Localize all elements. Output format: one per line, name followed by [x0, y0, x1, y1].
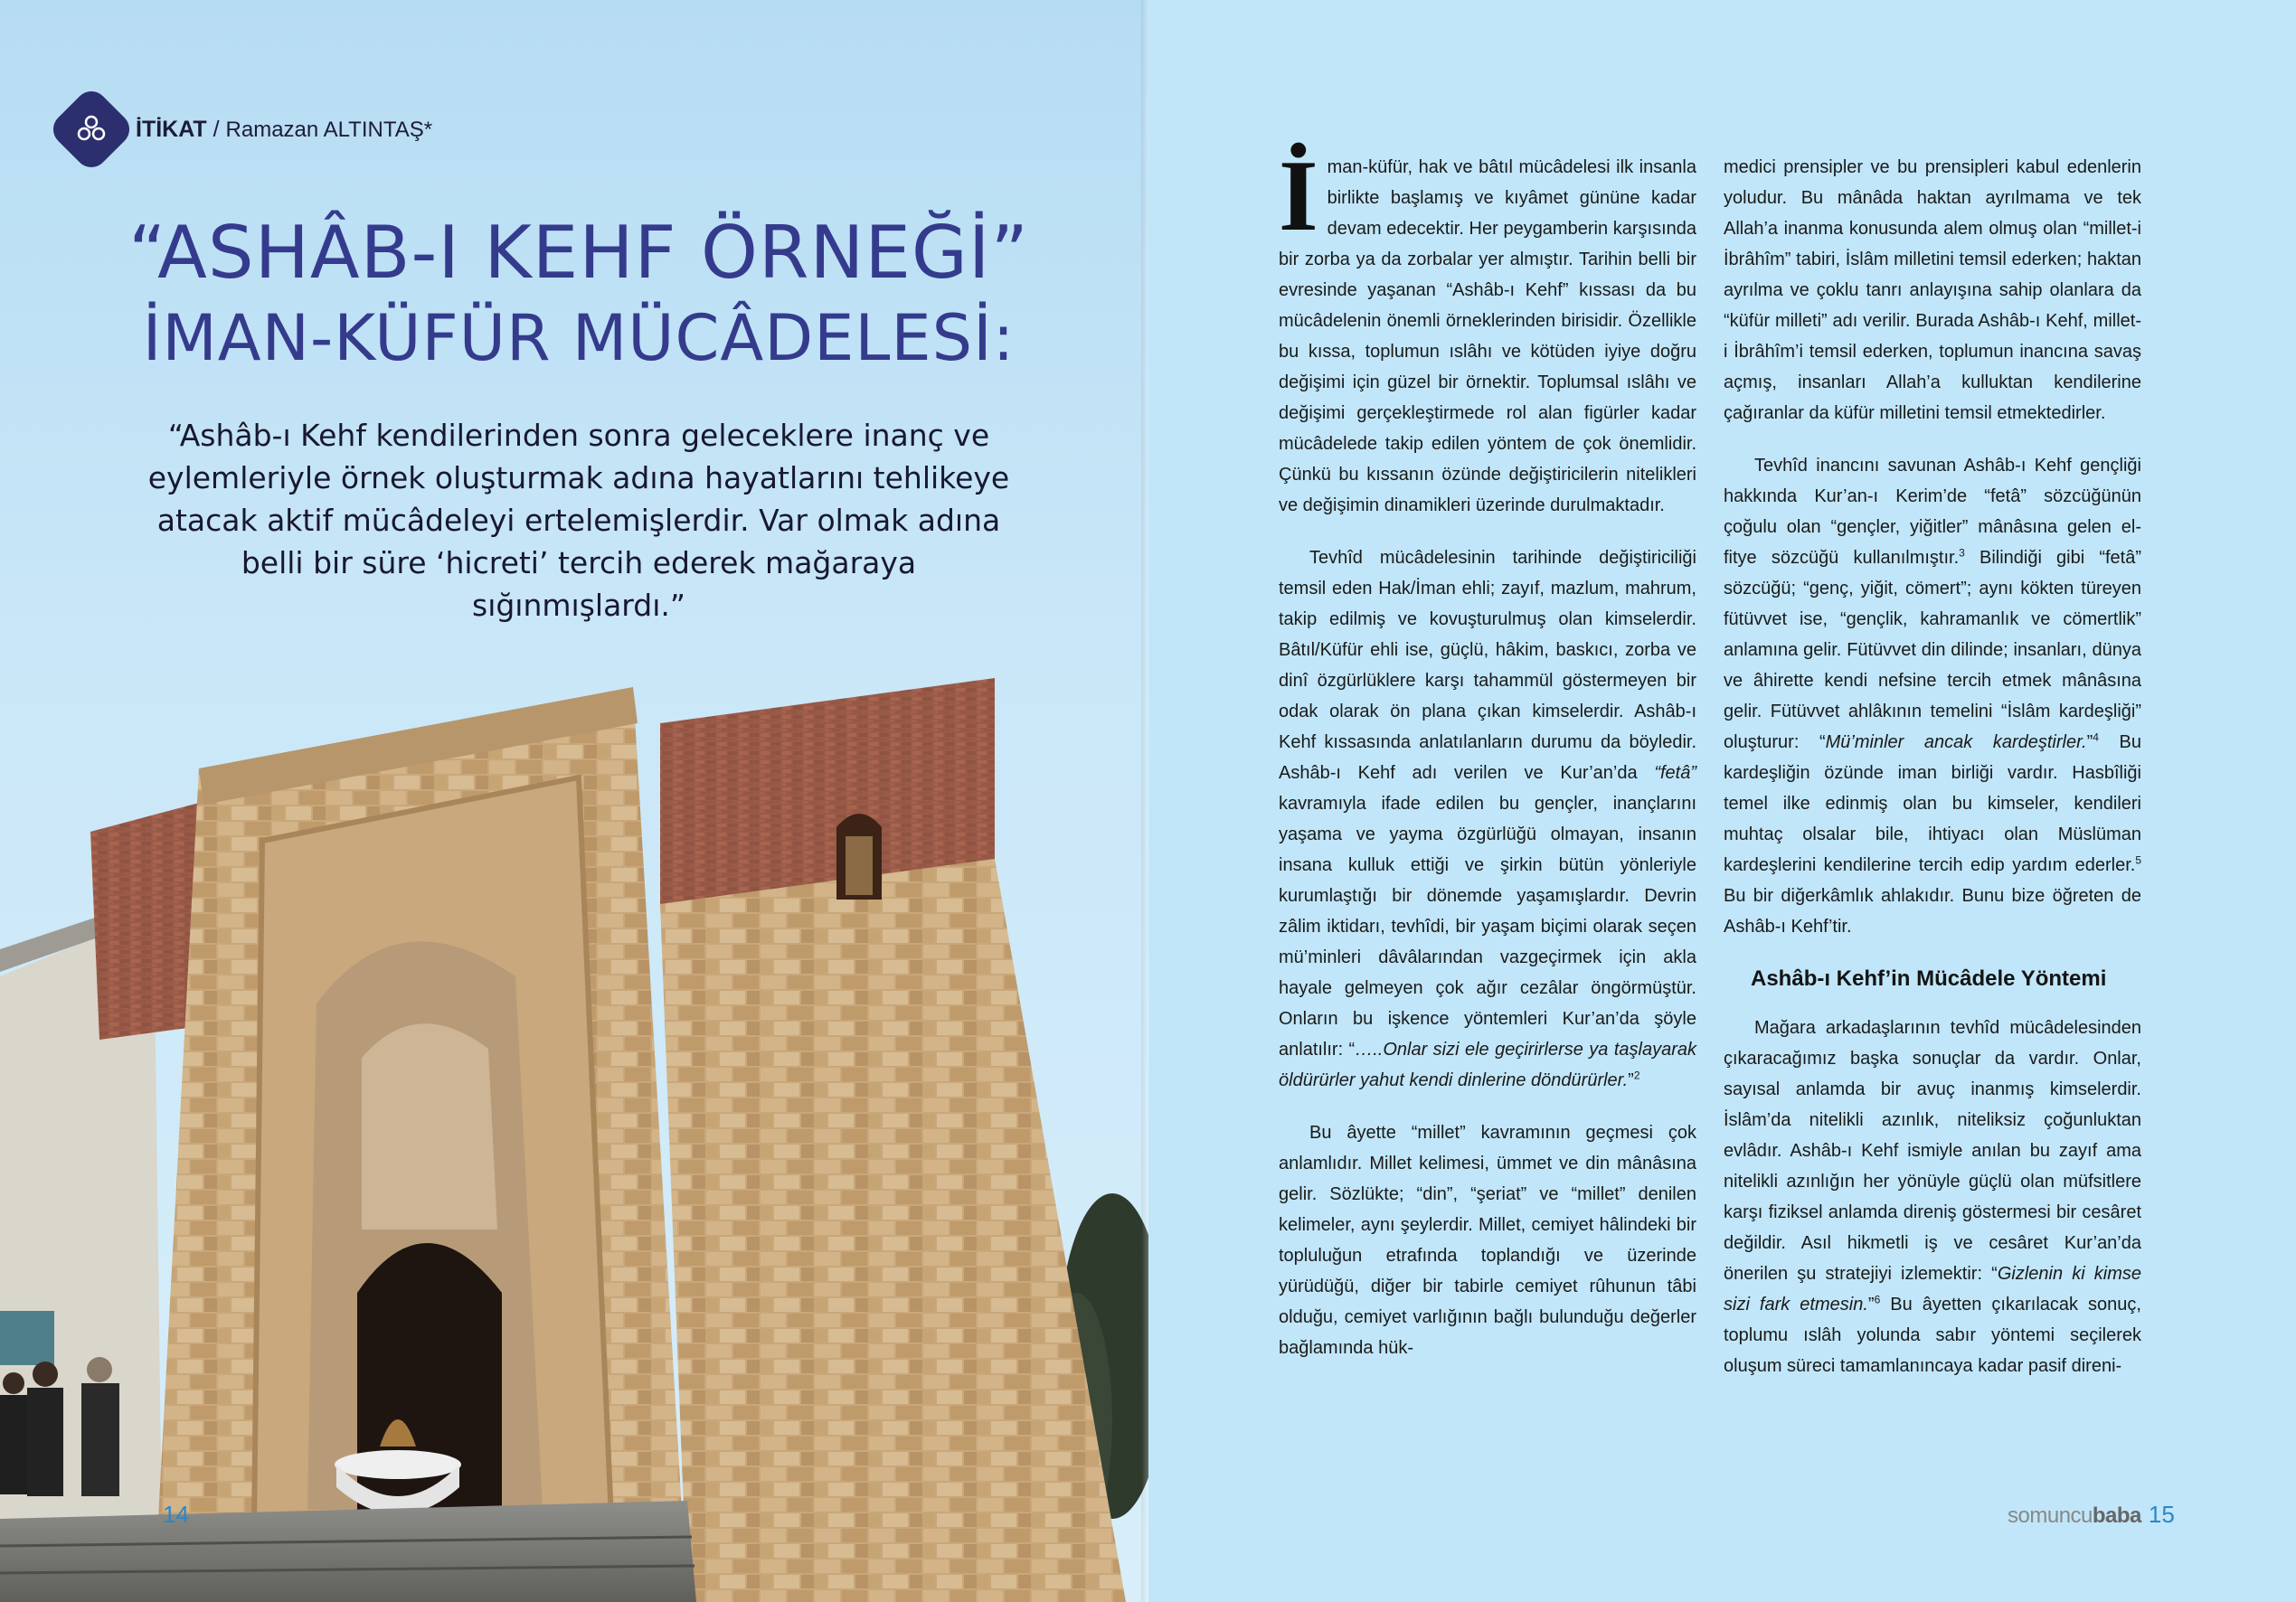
footnote-ref: 4 — [2093, 730, 2099, 744]
page-number-right: 15 — [2148, 1501, 2175, 1528]
lead-quote: “Ashâb-ı Kehf kendilerinden sonra geleceklere inanç ve eylemleriyle örnek oluşturmak adına hayatlarını tehlikeye atacak aktif mücâdeleyi ertelemişlerdir. Var olmak adına belli bir süre ‘hicreti’ tercih ederek mağaraya sığınmışlardı.” — [147, 418, 1010, 623]
paragraph — [1279, 542, 1696, 1096]
footnote-ref: 3 — [1959, 546, 1965, 560]
paragraph-text: Bu âyette “millet” kavramının geçmesi çok anlamlıdır. Millet kelimesi, ümmet ve din mânâsına gelir. Sözlükte; “din”, “şeriat” ve “millet” denilen kelimeler, aynı şeylerdir. Millet, cemiyet hâlindeki bir topluluğun etrafında toplandığı ve üzerinde yürüdüğü, diğer bir tabirle cemiyet rûhunun tâbi olduğu, cemiyet varlığının bağlı bulunduğu değerler bağlamında hük- — [1279, 1123, 1696, 1358]
brand-part-1: somuncu — [2008, 1503, 2093, 1528]
drop-cap: İ — [1279, 140, 1318, 252]
historic-stone-portal-photo — [0, 606, 1148, 1602]
article-title — [127, 210, 1031, 380]
header-separator: / — [206, 116, 226, 142]
article-column-2 — [1724, 152, 2141, 1403]
paragraph-text: Bilindiği gibi “fetâ” sözcüğü; “genç, yiğit, cömert”; aynı kökten türeyen fütüvvet ise, “gençlik, kahramanlık ve cömertlik” anlamına gelir. Fütüvvet din dilinde; insanları, dünya ve âhirette kendi nefsine tercih etmek mânâsına gelir. Fütüvvet ahlâkının temelini “İslâm kardeşliği” oluşturur: “ — [1724, 548, 2141, 752]
quran-quote: Mü’minler ancak kardeştirler. — [1825, 732, 2087, 752]
page-footer — [2008, 1501, 2175, 1529]
quote-mark: ” — [1867, 1295, 1875, 1315]
paragraph-text: Bu kardeşliğin özünde iman birliği vardır. Hasbîliği temel ilke edinmiş olan bu kimseler, kendileri muhtaç olsalar bile, ihtiyacı olan Müslüman kardeşlerini kendilerine tercih edip yardım ederler. — [1724, 732, 2141, 875]
paragraph-text: man-küfür, hak ve bâtıl mücâdelesi ilk insanla birlikte başlamış ve kıyâmet gününe kadar devam edecektir. Her peygamberin karşısında bir zorba ya da zorbalar yer almıştır. Tarihin belli bir evresinde yaşanan “Ashâb-ı Kehf” kıssası da bu mücâdelenin önemli örneklerinden birisidir. Özellikle bu kıssa, toplumun ıslâhı ve kötüden iyiye doğru değişimi için güzel bir örnektir. Toplumsal ıslâhı ve değişimi gerçekleştirmede rol alan figürler kadar mücâdelede takip edilen yöntem de çok önemlidir. Çünkü bu kıssanın özünde değiştiricilerin nitelikleri ve değişimin dinamikleri üzerinde durulmaktadır. — [1279, 157, 1696, 515]
paragraph-text: Bu âyetten çıkarılacak sonuç, toplumu ıslâh yolunda sabır yöntemi seçilerek oluşum süreci tamamlanıncaya kadar pasif direni- — [1724, 1295, 2141, 1376]
paragraph-text: Tevhîd mücâdelesinin tarihinde değiştiriciliği temsil eden Hak/İman ehli; zayıf, mazlum, mahrum, takip edilmiş ve kovuşturulmuş olan kimselerdir. Bâtıl/Küfür ehli ise, güçlü, hâkim, baskıcı, zorba ve dinî özgürlüklere karşı tahammül göstermeyen bir odak olarak ön plana çıkan kimselerdir. Ashâb-ı Kehf kıssasında anlatılanların durumu da böyledir. Ashâb-ı Kehf adı verilen ve Kur’an’da — [1279, 548, 1696, 783]
paragraph-text: Bu bir diğerkâmlık ahlakıdır. Bunu bize öğreten de Ashâb-ı Kehf’tir. — [1724, 886, 2141, 937]
emphasis-text: “fetâ” — [1654, 763, 1696, 783]
section-header — [60, 98, 432, 161]
category-label: İTİKAT — [136, 116, 207, 142]
paragraph — [1724, 450, 2141, 942]
footnote-ref: 2 — [1633, 1069, 1640, 1082]
footnote-ref: 5 — [2135, 853, 2141, 867]
magazine-brand — [2008, 1503, 2141, 1529]
quran-quote: Gizlenin ki kimse sizi fark etmesin. — [1724, 1264, 2141, 1315]
paragraph-text: kavramıyla ifade edilen bu gençler, inançlarını yaşama ve yayma özgürlüğü olmayan, insanın insana kulluk ettiği ve şirkin bütün yönleriyle kurumlaştığı bir dönemde yaşamışlardır. Devrin zâlim iktidarı, tevhîdi, bir yaşam biçimi olarak seçen mü’minleri dâvâlarından vazgeçirmek için akla hayale gelmeyen çok ağır cezâlar öngörmüştür. Onların bu işkence yöntemleri Kur’an’da şöyle anlatılır: “ — [1279, 794, 1696, 1060]
paragraph-text: medici prensipler ve bu prensipleri kabul edenlerin yoludur. Bu mânâda haktan ayrılmama ve tek Allah’a inanma konusunda alem olmuş olan “millet-i İbrâhîm” tabiri, İslâm milletini temsil ederken; haktan ayrılma ve çoklu tanrı anlayışına sahip olanlara da “küfür milleti” adı verilir. Burada Ashâb-ı Kehf, millet-i İbrâhîm’i temsil ederken, toplumun inancına savaş açmış, insanları Allah’a kulluktan kendilerine çağıranlar da küfür milletini temsil etmektedirler. — [1724, 157, 2141, 423]
article-column-1 — [1279, 140, 1697, 1385]
brand-part-2: baba — [2092, 1503, 2141, 1528]
title-line-1: “ASHÂB-I KEHF ÖRNEĞİ” — [128, 211, 1029, 295]
paragraph — [1279, 1117, 1696, 1363]
paragraph-text: Mağara arkadaşlarının tevhîd mücâdelesinden çıkaracağımız başka sonuçlar da vardır. Onlar, sayısal anlamda bir avuç inanmış kimselerdir. İslâm’da nitelikli azınlık, niteliksiz çoğunluktan evlâdır. Ashâb-ı Kehf ismiyle anılan bu zayıf ama nitelikli azınlığın her yönüyle güçlü olan müfsitlere karşı fiziksel anlamda direniş göstermesi bir cesâret değildir. Asıl hikmetli iş ve cesâret Kur’an’da önerilen şu stratejiyi izlemektir: “ — [1724, 1018, 2141, 1284]
page-number-left: 14 — [163, 1501, 189, 1528]
title-line-2: İMAN-KÜFÜR MÜCÂDELESİ: — [142, 301, 1016, 375]
subheading: Ashâb-ı Kehf’in Mücâdele Yöntemi — [1751, 966, 2107, 991]
paragraph-text: Tevhîd inancını savunan Ashâb-ı Kehf gençliği hakkında Kur’an-ı Kerim’de “fetâ” sözcüğünün çoğulu olan “gençler, yiğitler” mânâsına gelen el-fitye sözcüğü kullanılmıştır. — [1724, 456, 2141, 568]
quote-mark: ” — [2086, 732, 2093, 752]
paragraph — [1724, 1013, 2141, 1381]
magazine-logo-icon — [47, 85, 137, 174]
quran-quote: …..Onlar sizi ele geçirirlerse ya taşlayarak öldürürler yahut kendi dinlerine döndürürler. — [1279, 1040, 1697, 1090]
author-name: Ramazan ALTINTAŞ* — [225, 117, 433, 142]
quote-mark: ” — [1628, 1070, 1634, 1090]
footnote-ref: 6 — [1874, 1293, 1881, 1306]
paragraph — [1724, 152, 2141, 429]
section-label — [136, 117, 432, 143]
paragraph — [1279, 140, 1696, 521]
